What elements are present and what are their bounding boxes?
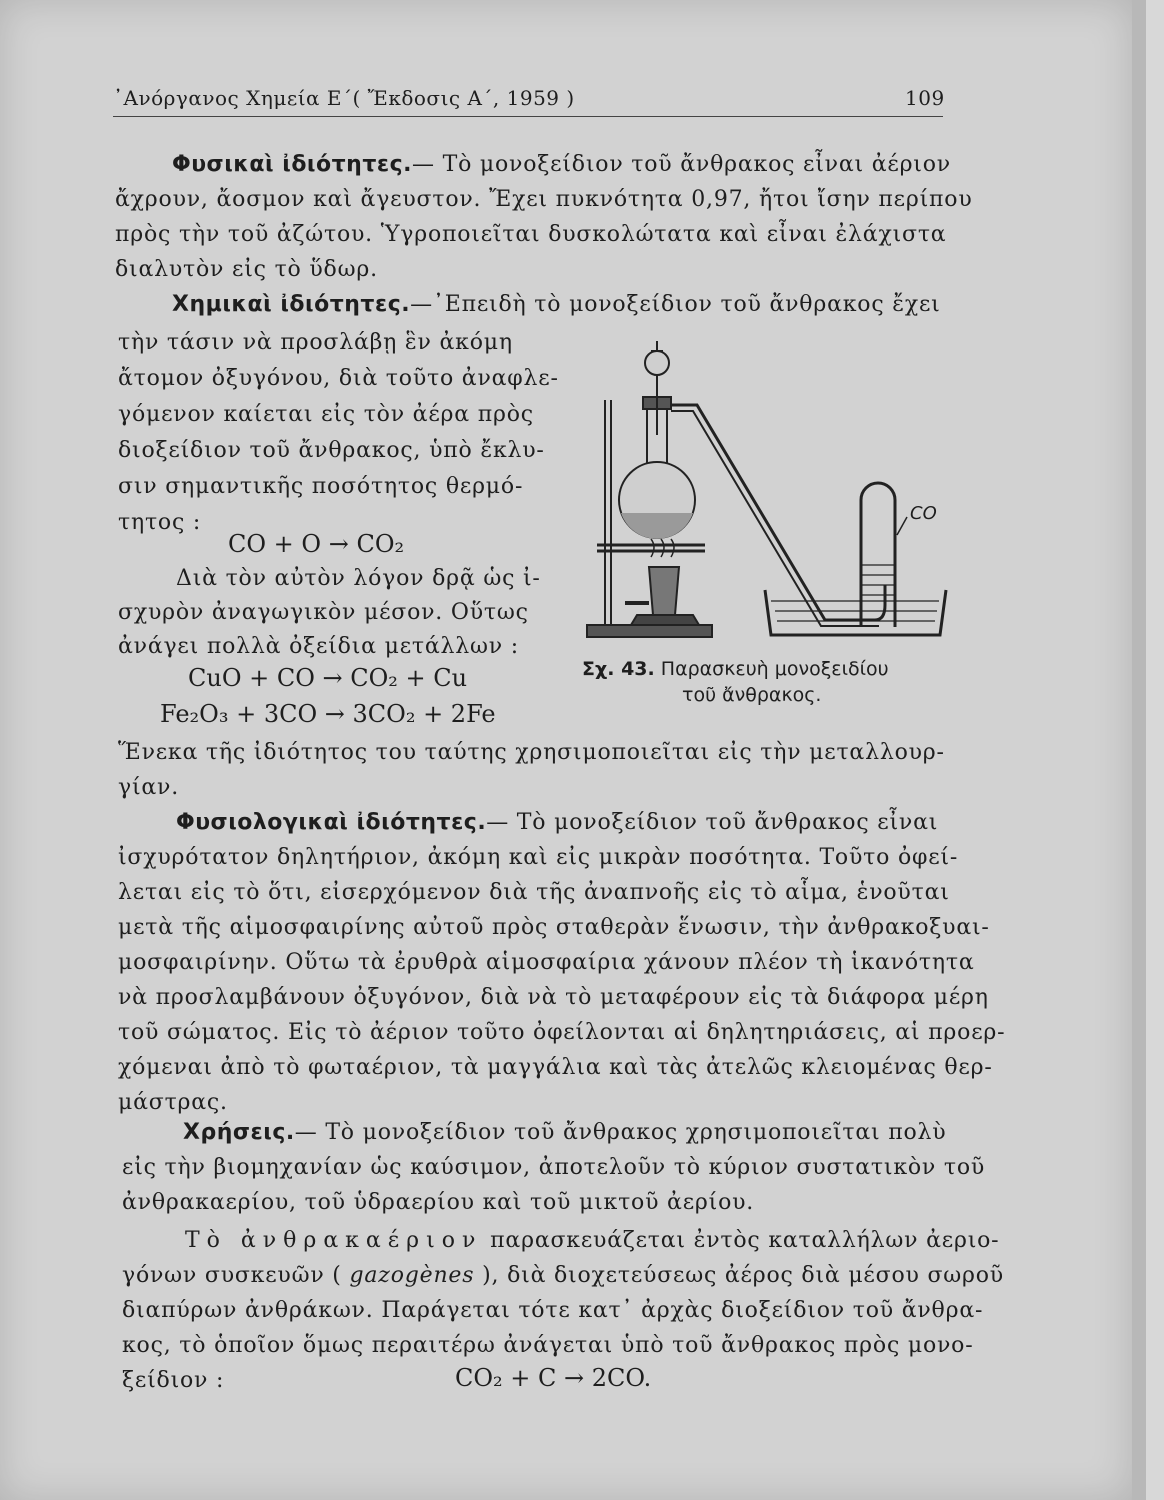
chemical-line-5: διοξείδιον τοῦ ἄνθρακος, ὑπὸ ἔκλυ- [118, 438, 545, 463]
collection-tube [861, 483, 895, 627]
chemical-line-4: γόμενον καίεται εἰς τὸν ἀέρα πρὸς [118, 402, 534, 427]
equation-cuo-reduction: CuO + CO → CO₂ + Cu [188, 664, 468, 692]
heading-chemical: Χημικαὶ ἰδιότητες. [172, 292, 411, 317]
uses-line-1-text: — Τὸ μονοξείδιον τοῦ ἄνθρακος χρησιμοποιεῖται πολὺ [294, 1120, 947, 1145]
stand-rod [605, 400, 611, 625]
paragraph-uses-line-1 [183, 1120, 946, 1145]
physiological-line-1-text: — Τὸ μονοξείδιον τοῦ ἄνθρακος εἶναι [486, 810, 939, 835]
water-trough [765, 590, 946, 635]
physical-line-1-text: — Τὸ μονοξείδιον τοῦ ἄνθρακος εἶναι ἀέριον [412, 152, 951, 177]
equation-fe2o3-reduction: Fe₂O₃ + 3CO → 3CO₂ + 2Fe [160, 700, 496, 728]
heading-physical: Φυσικαὶ ἰδιότητες. [172, 152, 412, 177]
physiological-line-5: μοσφαιρίνην. Οὕτω τὰ ἐρυθρὰ αἱμοσφαίρια χάνουν πλέον τὴ ἱκανότητα [118, 950, 975, 975]
physiological-line-8: χόμεναι ἀπὸ τὸ φωταέριον, τὰ μαγγάλια καὶ τὰς ἀτελῶς κλειομένας θερ- [118, 1055, 993, 1080]
chemical-line-8: Διὰ τὸν αὐτὸν λόγον δρᾷ ὡς ἰ- [176, 566, 541, 591]
physical-line-2: ἄχρουν, ἄοσμον καὶ ἄγευστον. Ἔχει πυκνότητα 0,97, ἤτοι ἴσην περίπου [115, 187, 973, 212]
chemical-line-9: σχυρὸν ἀναγωγικὸν μέσον. Οὕτως [118, 600, 529, 625]
figure-caption-line-2: τοῦ ἄνθρακος. [682, 684, 822, 706]
chemical-line-6: σιν σημαντικῆς ποσότητος θερμό- [118, 474, 524, 499]
physiological-line-9: μάστρας. [118, 1090, 228, 1115]
heading-physiological: Φυσιολογικαὶ ἰδιότητες. [176, 810, 487, 835]
collected-water [862, 565, 894, 595]
dropping-funnel [645, 351, 669, 375]
anthrakaerion-line-4: κος, τὸ ὁποῖον ὅμως περαιτέρω ἀνάγεται ὑπὸ τοῦ ἄνθρακος πρὸς μονο- [122, 1333, 974, 1358]
heading-uses: Χρήσεις. [183, 1120, 295, 1145]
flask-liquid [621, 513, 693, 539]
stand-base [587, 625, 712, 637]
paragraph-physiological-line-1 [176, 810, 938, 835]
spaced-term-anthrakaerion: Τὸ ἀνθρακαέριον [185, 1228, 483, 1253]
chemical-line-1-text: —᾿Επειδὴ τὸ μονοξείδιον τοῦ ἄνθρακος ἔχει [410, 292, 941, 317]
flame [651, 539, 674, 557]
chemical-line-2: τὴν τάσιν νὰ προσλάβῃ ἓν ἀκόμη [118, 330, 513, 355]
header-rule [113, 116, 943, 117]
burner-foot [631, 615, 699, 625]
clamp-ring [597, 545, 705, 551]
trough-water [771, 601, 939, 621]
chemical-line-12: γίαν. [118, 775, 179, 800]
anthrakaerion-line-2 [122, 1263, 1004, 1288]
physical-line-3: πρὸς τὴν τοῦ ἀζώτου. Ὑγροποιεῖται δυσκολώτατα καὶ εἶναι ἐλάχιστα [115, 222, 947, 247]
anthrakaerion-line-2a: γόνων συσκευῶν ( [122, 1263, 342, 1288]
equation-co2-reduction: CO₂ + C → 2CO. [455, 1364, 652, 1392]
paragraph-anthrakaerion-line-1 [185, 1228, 999, 1253]
figure-caption-text: Παρασκευὴ μονοξειδίου [660, 658, 889, 680]
co-label-pointer [897, 517, 907, 535]
funnel-top [651, 341, 663, 351]
paragraph-physical-line-1 [172, 152, 951, 177]
anthrakaerion-line-2b: ), διὰ διοχετεύσεως ἀέρος διὰ μέσου σωροῦ [482, 1263, 1004, 1288]
chemical-line-10: ἀνάγει πολλὰ ὀξείδια μετάλλων : [118, 634, 519, 659]
physiological-line-2: ἰσχυρότατον δηλητήριον, ἀκόμη καὶ εἰς μικρὰν ποσότητα. Τοῦτο ὀφεί- [118, 845, 959, 870]
chemical-line-3: ἄτομον ὀξυγόνου, διὰ τοῦτο ἀναφλε- [118, 366, 559, 391]
figure-co-label: CO [910, 503, 937, 524]
term-gazogenes: gazogènes [349, 1263, 475, 1288]
physiological-line-3: λεται εἰς τὸ ὅτι, εἰσερχόμενον διὰ τῆς ἀναπνοῆς εἰς τὸ αἷμα, ἑνοῦται [118, 880, 950, 905]
page-number: 109 [905, 86, 945, 110]
figure-number: Σχ. 43. [582, 658, 655, 680]
uses-line-3: ἀνθρακαερίου, τοῦ ὑδραερίου καὶ τοῦ μικτοῦ ἀερίου. [122, 1190, 755, 1215]
physical-line-4: διαλυτὸν εἰς τὸ ὕδωρ. [115, 257, 378, 282]
chemical-line-7: τητος : [118, 510, 202, 535]
physiological-line-4: μετὰ τῆς αἱμοσφαιρίνης αὐτοῦ πρὸς σταθερὰν ἕνωσιν, τὴν ἀνθρακοξυαι- [118, 915, 990, 940]
anthrakaerion-line-1-text: παρασκευάζεται ἐντὸς καταλλήλων ἀεριο- [490, 1228, 1000, 1253]
physiological-line-6: νὰ προσλαμβάνουν ὀξυγόνον, διὰ νὰ τὸ μεταφέρουν εἰς τὰ διάφορα μέρη [118, 985, 989, 1010]
page-edge [1132, 0, 1146, 1500]
running-title: ᾿Ανόργανος Χημεία Ε΄( Ἔκδοσις Α΄, 1959 ) [113, 86, 575, 110]
anthrakaerion-line-3: διαπύρων ἀνθράκων. Παράγεται τότε κατ᾿ ἀρχὰς διοξείδιον τοῦ ἄνθρα- [122, 1298, 984, 1323]
uses-line-2: εἰς τὴν βιομηχανίαν ὡς καύσιμον, ἀποτελοῦν τὸ κύριον συστατικὸν τοῦ [122, 1155, 986, 1180]
co-preparation-apparatus-figure [585, 335, 955, 647]
anthrakaerion-line-5: ξείδιον : [122, 1368, 225, 1393]
page-edge-outer [1146, 0, 1164, 1500]
physiological-line-7: τοῦ σώματος. Εἰς τὸ ἀέριον τοῦτο ὀφείλονται αἱ δηλητηριάσεις, αἱ προερ- [118, 1020, 1006, 1045]
delivery-tube-inner [671, 411, 879, 626]
paragraph-chemical-line-1 [172, 292, 941, 317]
chemical-line-11: Ἕνεκα τῆς ἰδιότητος του ταύτης χρησιμοποιεῖται εἰς τὴν μεταλλουρ- [118, 740, 945, 765]
equation-co-oxidation: CO + O → CO₂ [228, 530, 405, 558]
bunsen-burner [649, 567, 679, 615]
delivery-tube [671, 405, 885, 620]
figure-caption-line-1 [582, 658, 889, 680]
